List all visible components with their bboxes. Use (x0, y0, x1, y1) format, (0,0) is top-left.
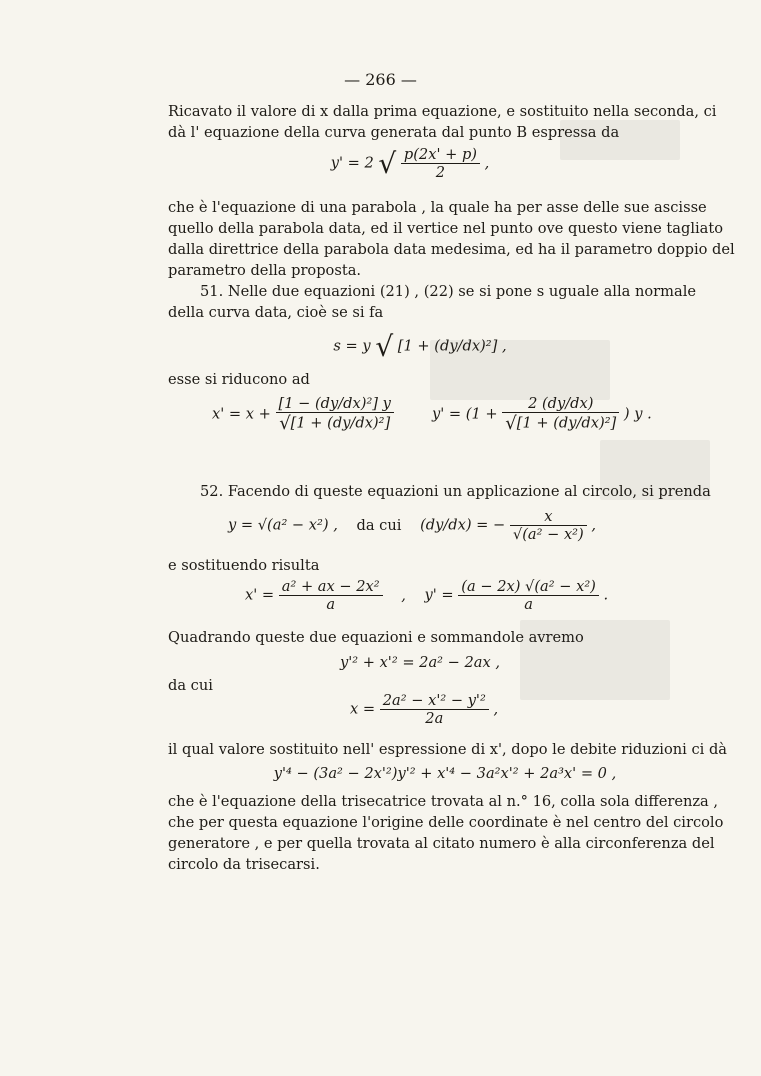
numerator: 2a² − x'² − y'² (380, 692, 489, 710)
text-line: generatore , e per quella trovata al citato numero è alla circonferenza del (168, 835, 715, 852)
fraction (276, 395, 394, 434)
eq-lhs: s = y (333, 337, 371, 355)
eq-tail: , (501, 337, 507, 355)
numerator: x (510, 508, 587, 526)
eq-body: [1 + (dy/dx)²] (397, 337, 498, 355)
sqrt-sign: √ (378, 147, 397, 180)
page-number: — 266 — (344, 70, 417, 89)
text-line: 51. Nelle due equazioni (21) , (22) se si pone s uguale alla normale (200, 283, 696, 300)
eq-tail: . (603, 586, 609, 604)
text-line: circolo da trisecarsi. (168, 856, 320, 873)
fraction (401, 146, 480, 181)
equation-circle (228, 508, 648, 543)
text-line: da cui (168, 677, 213, 694)
denominator: 2 (435, 164, 446, 181)
equation-parabola (310, 146, 510, 181)
equation-trisecatrice: y'⁴ − (3a² − 2x'²)y'² + x'⁴ − 3a²x'² + 2a³x' = 0 , (273, 765, 617, 782)
text-line: Ricavato il valore di x dalla prima equazione, e sostituito nella seconda, ci (168, 103, 717, 120)
fraction (510, 508, 587, 543)
eq-lhs: y' = (424, 586, 454, 604)
eq-lhs: y' = 2 (330, 154, 374, 172)
fraction (380, 692, 489, 727)
text-line: che è l'equazione della trisecatrice trovata al n.° 16, colla sola differenza , (168, 793, 719, 810)
equation-substituted (245, 578, 645, 613)
den-text: [1 + (dy/dx)²] (290, 414, 391, 432)
eq-lhs: x' = x + (212, 405, 271, 423)
text-line: esse si riducono ad (168, 371, 310, 388)
denominator: a (524, 596, 533, 613)
eq-lhs: y' = (432, 405, 462, 423)
numerator: (a − 2x) √(a² − x²) (458, 578, 599, 596)
text-line: Quadrando queste due equazioni e sommandole avremo (168, 629, 584, 646)
numerator: 2 (dy/dx) (502, 395, 619, 413)
denominator: √[1 + (dy/dx)²] (279, 413, 391, 434)
text-line: quello della parabola data, ed il vertice nel punto ove questo viene tagliato (168, 220, 724, 237)
eq-tail: , (493, 700, 499, 718)
eq-sep: , (401, 586, 406, 604)
eq-tail: , (591, 516, 597, 534)
numerator: p(2x' + p) (401, 146, 480, 164)
eq-lhs: y = √(a² − x²) , (228, 516, 338, 534)
numerator: [1 − (dy/dx)²] y (276, 395, 394, 413)
numerator: a² + ax − 2x² (279, 578, 383, 596)
fraction (458, 578, 599, 613)
text-line: che è l'equazione di una parabola , la quale ha per asse delle sue ascisse (168, 199, 707, 216)
text-line: della curva data, cioè se si fa (168, 304, 384, 321)
denominator: √[1 + (dy/dx)²] (505, 413, 617, 434)
equation-normal (330, 330, 510, 363)
eq-tail: , (484, 154, 490, 172)
text-line: che per questa equazione l'origine delle coordinate è nel centro del circolo (168, 814, 724, 831)
equation-x-prime (212, 395, 412, 434)
text-line: e sostituendo risulta (168, 557, 320, 574)
text-line: parametro della proposta. (168, 262, 362, 279)
equation-x (350, 692, 550, 727)
eq-open: (1 + (465, 405, 498, 423)
eq-lhs: x' = (245, 586, 275, 604)
fraction (502, 395, 619, 434)
text-line: dalla direttrice della parabola data medesima, ed ha il parametro doppio del (168, 241, 735, 258)
eq-close: ) y . (623, 405, 652, 423)
sqrt-sign: √ (375, 330, 394, 363)
denominator: a (326, 596, 336, 613)
text-line: 52. Facendo di queste equazioni un applicazione al circolo, si prenda (200, 483, 711, 500)
equation-sum: y'² + x'² = 2a² − 2ax , (339, 654, 501, 671)
den-text: [1 + (dy/dx)²] (516, 414, 617, 432)
text-line: dà l' equazione della curva generata dal punto B espressa da (168, 124, 620, 141)
denominator: √(a² − x²) (512, 526, 584, 543)
denominator: 2a (425, 710, 444, 727)
equation-y-prime (432, 395, 672, 434)
eq-deriv: (dy/dx) = − (420, 516, 506, 534)
fraction (279, 578, 383, 613)
eq-mid: da cui (356, 516, 402, 534)
text-line: il qual valore sostituito nell' espressione di x', dopo le debite riduzioni ci dà (168, 741, 727, 758)
eq-lhs: x = (350, 700, 376, 718)
